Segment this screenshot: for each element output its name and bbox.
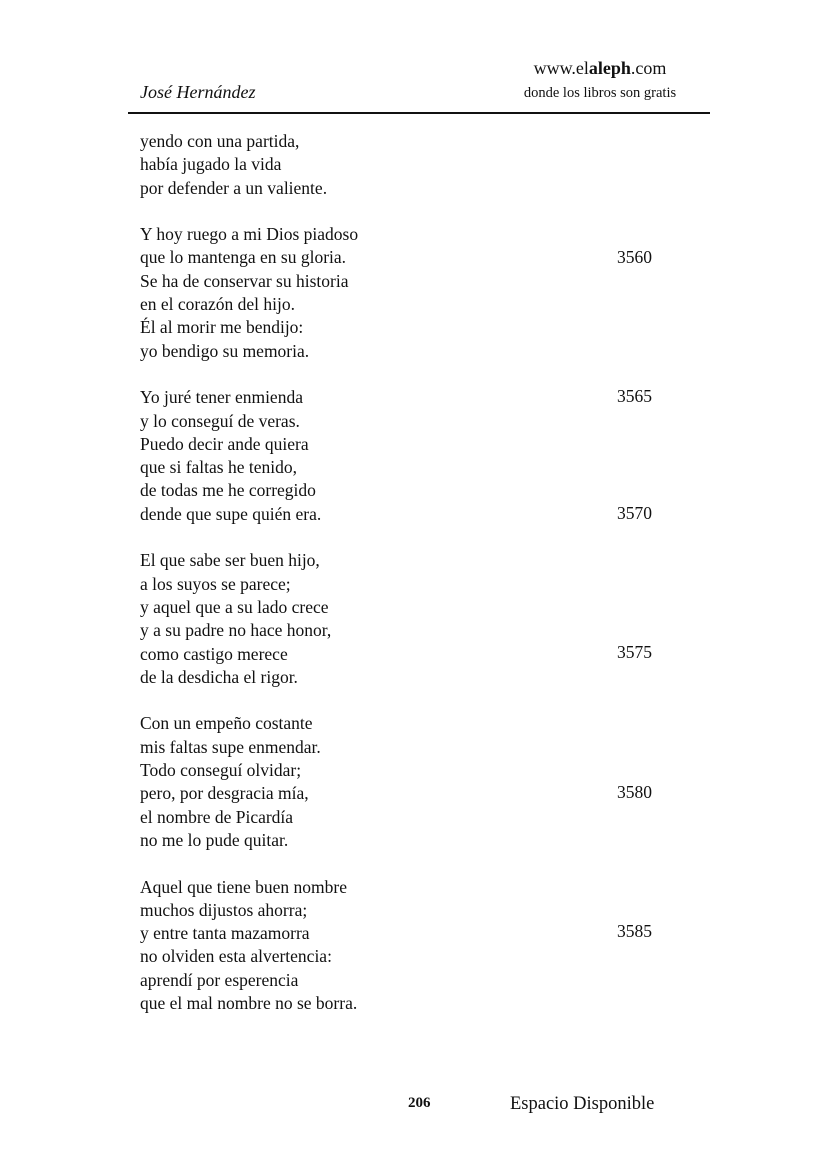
site-bold: aleph [588, 58, 631, 78]
verse-line: Yo juré tener enmienda [140, 387, 303, 408]
site-prefix: www.el [533, 58, 589, 78]
verse-line: aprendí por esperencia [140, 969, 299, 990]
verse-line: y entre tanta mazamorra [140, 923, 310, 944]
header-author: José Hernández [140, 82, 256, 102]
verse-line: Todo conseguí olvidar; [140, 760, 302, 781]
verse-line: Se ha de conservar su historia [140, 270, 349, 291]
verse-line: de todas me he corregido [140, 480, 316, 501]
verse-line: Puedo decir ande quiera [140, 433, 309, 454]
line-number: 3580 [617, 782, 652, 802]
stanza [140, 386, 358, 526]
stanza [140, 549, 358, 689]
line-number: 3565 [617, 386, 652, 406]
verse-line: y aquel que a su lado crece [140, 596, 329, 617]
line-number: 3570 [617, 503, 652, 523]
verse-line: de la desdicha el rigor. [140, 666, 298, 687]
line-number: 3585 [617, 921, 652, 941]
poem-body [140, 130, 358, 1039]
line-number: 3575 [617, 642, 652, 662]
verse-line: Aquel que tiene buen nombre [140, 876, 348, 897]
verse-line: pero, por desgracia mía, [140, 783, 309, 804]
verse-line: que si faltas he tenido, [140, 457, 297, 478]
verse-line: en el corazón del hijo. [140, 294, 296, 315]
header-rule [128, 112, 710, 114]
stanza [140, 130, 358, 200]
page-number: 206 [408, 1095, 431, 1111]
stanza [140, 712, 358, 852]
verse-line: como castigo merece [140, 643, 288, 664]
verse-line: El que sabe ser buen hijo, [140, 550, 320, 571]
verse-line: había jugado la vida [140, 154, 282, 175]
footer-text: Espacio Disponible [510, 1094, 655, 1114]
site-suffix: .com [630, 58, 667, 78]
verse-line: Con un empeño costante [140, 713, 313, 734]
stanza [140, 876, 358, 1016]
verse-line: que lo mantenga en su gloria. [140, 247, 347, 268]
verse-line: y a su padre no hace honor, [140, 620, 332, 641]
verse-line: Él al morir me bendijo: [140, 317, 304, 338]
verse-line: no olviden esta alvertencia: [140, 946, 332, 967]
header-tagline: donde los libros son gratis [523, 85, 677, 101]
verse-line: yendo con una partida, [140, 131, 300, 151]
stanza [140, 223, 358, 363]
verse-line: muchos dijustos ahorra; [140, 899, 308, 920]
header-site [500, 58, 700, 79]
verse-line: no me lo pude quitar. [140, 829, 289, 850]
verse-line: mis faltas supe enmendar. [140, 736, 321, 757]
verse-line: por defender a un valiente. [140, 177, 328, 198]
verse-line: que el mal nombre no se borra. [140, 992, 358, 1013]
verse-line: y lo conseguí de veras. [140, 410, 300, 431]
line-number: 3560 [617, 247, 652, 267]
verse-line: a los suyos se parece; [140, 573, 291, 594]
verse-line: Y hoy ruego a mi Dios piadoso [140, 224, 359, 245]
verse-line: yo bendigo su memoria. [140, 340, 310, 361]
verse-line: dende que supe quién era. [140, 503, 322, 524]
verse-line: el nombre de Picardía [140, 806, 294, 827]
